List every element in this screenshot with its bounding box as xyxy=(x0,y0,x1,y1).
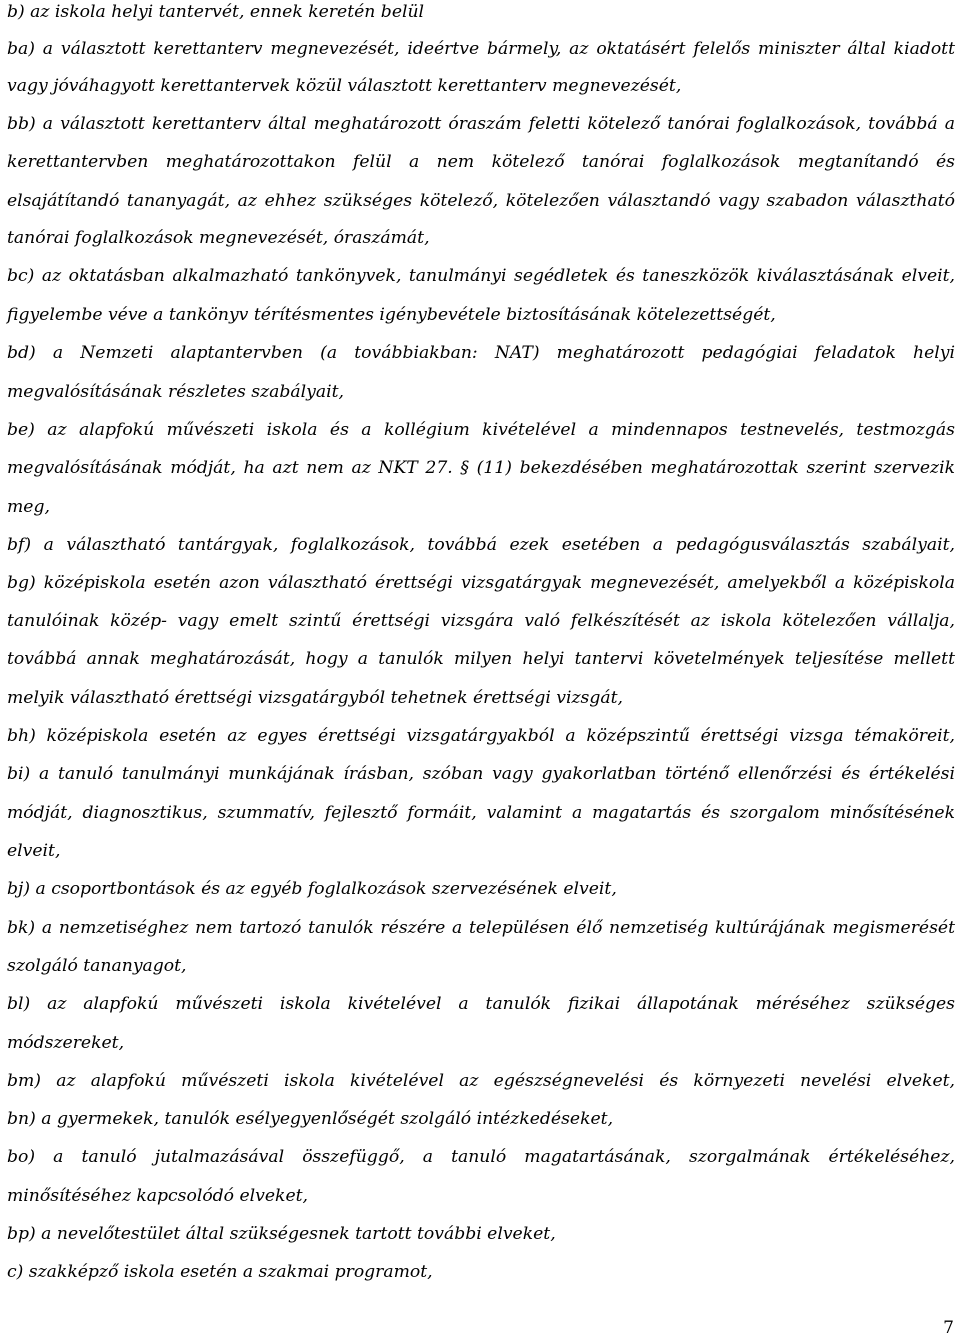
text-line: tanórai foglalkozások megnevezését, óraszámát, xyxy=(7,228,430,248)
text-line: bi) a tanuló tanulmányi munkájának írásban, szóban vagy gyakorlatban történő ellenőrzési és értékelési xyxy=(7,764,955,784)
text-line: bg) középiskola esetén azon választható érettségi vizsgatárgyak megnevezését, amelyekből a középiskola xyxy=(7,573,955,593)
text-line: minősítéséhez kapcsolódó elveket, xyxy=(7,1186,308,1206)
text-line: elsajátítandó tananyagát, az ehhez szükséges kötelező, kötelezően választandó vagy szabadon választható xyxy=(7,191,955,211)
text-line: tanulóinak közép- vagy emelt szintű érettségi vizsgára való felkészítését az iskola kötelezően vállalja, xyxy=(7,611,955,631)
text-line: c) szakképző iskola esetén a szakmai programot, xyxy=(7,1262,433,1282)
text-line: bb) a választott kerettanterv által meghatározott óraszám feletti kötelező tanórai foglalkozások, továbbá a xyxy=(7,114,955,134)
text-line: figyelembe véve a tankönyv térítésmentes igénybevétele biztosításának kötelezettségét, xyxy=(7,305,776,325)
text-line: be) az alapfokú művészeti iskola és a kollégium kivételével a mindennapos testnevelés, testmozgás xyxy=(7,420,955,440)
text-line: kerettantervben meghatározottakon felül a nem kötelező tanórai foglalkozások megtanítandó és xyxy=(7,152,955,172)
text-line: b) az iskola helyi tantervét, ennek keretén belül xyxy=(7,2,425,22)
text-line: bh) középiskola esetén az egyes érettségi vizsgatárgyakból a középszintű érettségi vizsga témaköreit, xyxy=(7,726,955,746)
text-line: melyik választható érettségi vizsgatárgyból tehetnek érettségi vizsgát, xyxy=(7,688,623,708)
text-line: bo) a tanuló jutalmazásával összefüggő, a tanuló magatartásának, szorgalmának értékeléséhez, xyxy=(7,1147,955,1167)
page-number: 7 xyxy=(943,1318,954,1338)
text-line: szolgáló tananyagot, xyxy=(7,956,187,976)
text-line: meg, xyxy=(7,497,50,517)
text-line: bp) a nevelőtestület által szükségesnek tartott további elveket, xyxy=(7,1224,556,1244)
text-line: bj) a csoportbontások és az egyéb foglalkozások szervezésének elveit, xyxy=(7,879,617,899)
text-line: bd) a Nemzeti alaptantervben (a továbbiakban: NAT) meghatározott pedagógiai feladatok helyi xyxy=(7,343,955,363)
text-line: megvalósításának részletes szabályait, xyxy=(7,382,344,402)
text-line: megvalósításának módját, ha azt nem az NKT 27. § (11) bekezdésében meghatározottak szerint szervezik xyxy=(7,458,955,478)
text-line: bn) a gyermekek, tanulók esélyegyenlőségét szolgáló intézkedéseket, xyxy=(7,1109,614,1129)
text-line: továbbá annak meghatározását, hogy a tanulók milyen helyi tantervi követelmények teljesítése mellett xyxy=(7,649,955,669)
text-line: bl) az alapfokú művészeti iskola kivételével a tanulók fizikai állapotának méréséhez szükséges xyxy=(7,994,955,1014)
text-line: ba) a választott kerettanterv megnevezését, ideértve bármely, az oktatásért felelős miniszter által kiadott xyxy=(7,39,955,59)
text-line: vagy jóváhagyott kerettantervek közül választott kerettanterv megnevezését, xyxy=(7,76,682,96)
text-line: módszereket, xyxy=(7,1033,125,1053)
text-line: bk) a nemzetiséghez nem tartozó tanulók részére a településen élő nemzetiség kultúrájának megismerését xyxy=(7,918,955,938)
text-line: bc) az oktatásban alkalmazható tankönyvek, tanulmányi segédletek és taneszközök kiválasztásának elveit, xyxy=(7,266,955,286)
text-line: bf) a választható tantárgyak, foglalkozások, továbbá ezek esetében a pedagógusválasztás szabályait, xyxy=(7,535,955,555)
text-line: bm) az alapfokú művészeti iskola kivételével az egészségnevelési és környezeti nevelési elveket, xyxy=(7,1071,955,1091)
text-line: módját, diagnosztikus, szummatív, fejlesztő formáit, valamint a magatartás és szorgalom minősítésének xyxy=(7,803,955,823)
text-line: elveit, xyxy=(7,841,61,861)
